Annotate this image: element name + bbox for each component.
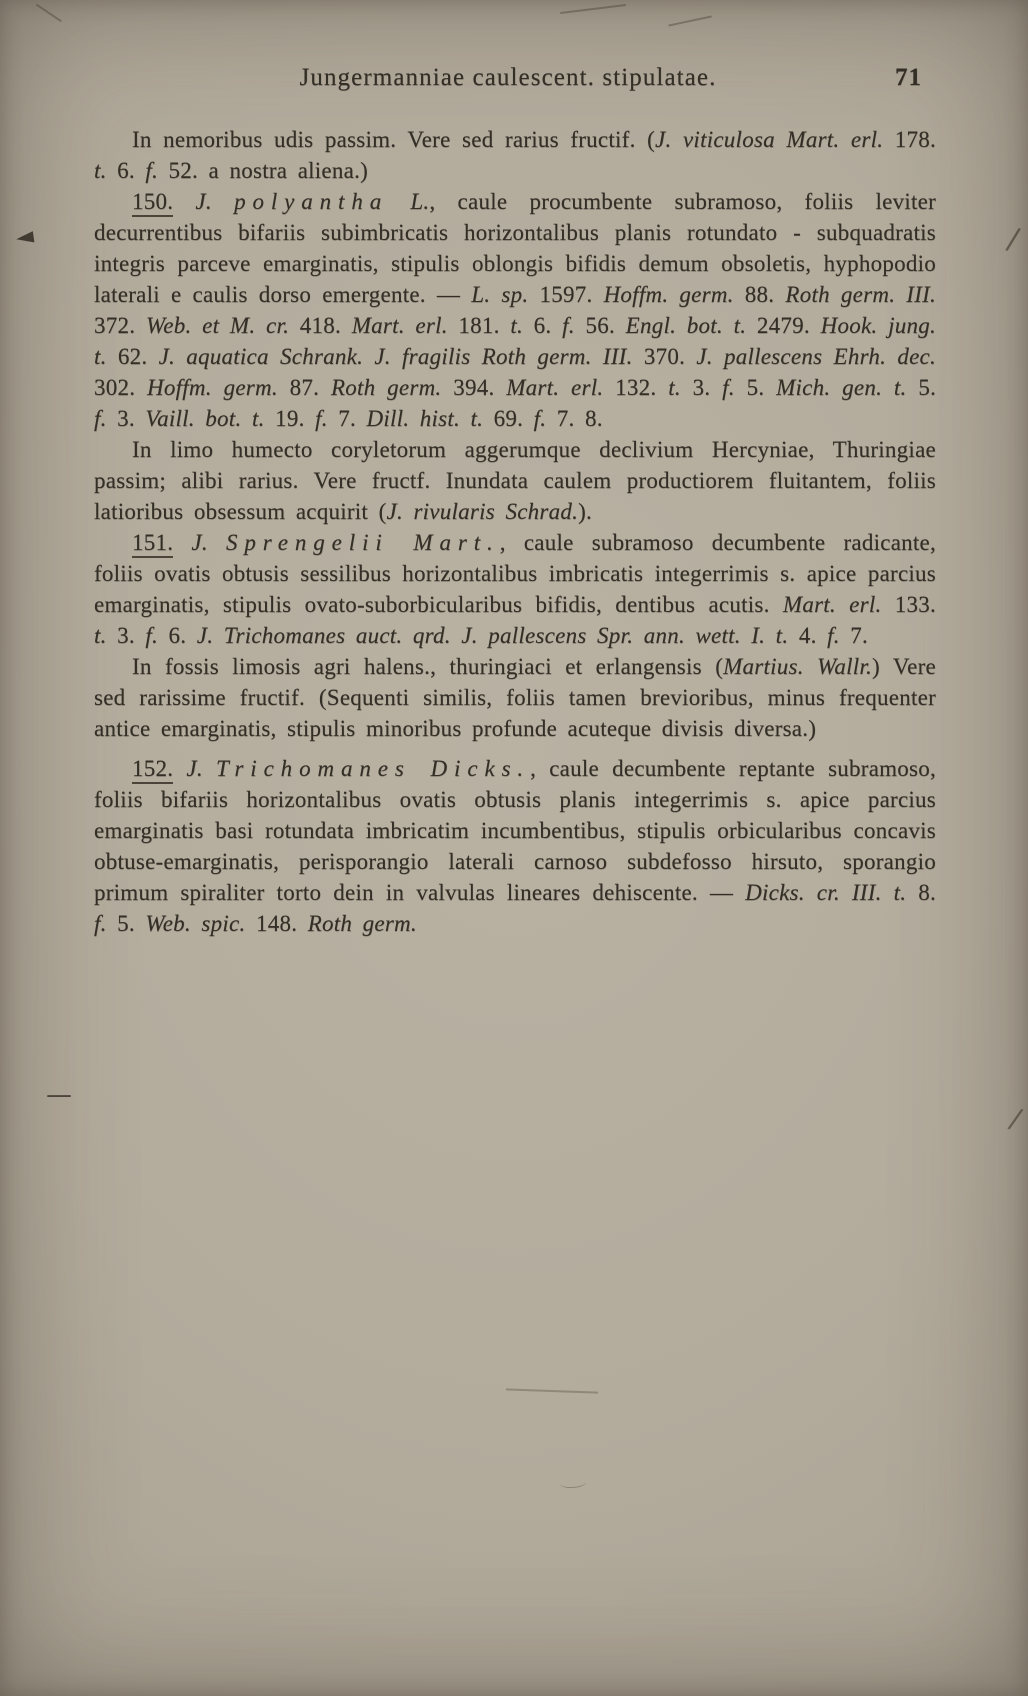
text-run: J. rivularis Schrad. [386, 499, 579, 524]
page-number: 71 [895, 64, 922, 91]
text-run: 5. [106, 911, 146, 936]
text-run: 3. [680, 375, 723, 400]
text-run: Mart. erl. [351, 313, 448, 338]
text-run: f. [722, 375, 735, 400]
text-run: J. pallescens Ehrh. dec. [696, 344, 936, 369]
species-name: polyantha [234, 189, 389, 214]
text-run: 8. [906, 880, 936, 905]
text-run: ) Vere sed rarissime fructif. (Sequenti similis, foliis tamen brevioribus, minus frequenter antice emarginatis, stipulis minoribus profunde acuteque divisis diversa.) [94, 654, 936, 741]
text-run: 69. [483, 406, 534, 431]
text-run: 5. [734, 375, 777, 400]
text-run: Roth germ. [307, 911, 417, 936]
text-run: f. [145, 623, 159, 648]
text-run: f. [315, 406, 328, 431]
text-run: 88. [733, 282, 786, 307]
entry-number-150: 150. [132, 189, 173, 217]
pencil-mark [560, 1477, 587, 1489]
text-run: t. [510, 313, 523, 338]
text-run: 4. [788, 623, 828, 648]
text-run: t. [94, 158, 107, 183]
text-run: 302. [94, 375, 148, 400]
entry-152 [94, 753, 936, 939]
text-run: , caule procumbente subramoso, foliis leviter decurrentibus bifariis subimbricatis horizontalibus planis rotundato - subquadratis integris parceve emarginatis, stipulis oblongis bifidis demum obsoletis, hyphopodio laterali e caulis dorso emergente. — [94, 189, 936, 307]
paragraph-intro [94, 124, 936, 186]
text-run: In limo humecto coryletorum aggerumque declivium Hercyniae, Thuringiae passim; alibi rarius. Vere fructf. Inundata caulem productiorem fluitantem, foliis latioribus obsessum acquirit ( [94, 437, 936, 524]
text-run: 7. [839, 623, 868, 648]
text-run: 62. [106, 344, 159, 369]
text-run: 2479. [746, 313, 821, 338]
text-run: L. [388, 189, 430, 214]
text-run: Hoffm. germ. [603, 282, 734, 307]
text-run: 7. 8. [546, 406, 603, 431]
text-run: 133. [881, 592, 937, 617]
text-run: f. [533, 406, 547, 431]
text-run: Dicks. cr. III. t. [745, 880, 907, 905]
text-run: 3. [106, 623, 146, 648]
text-run: , caule subramoso decumbente radicante, foliis ovatis obtusis sessilibus horizontalibus imbricatis integerrimis s. apice parcius emarginatis, stipulis ovato-suborbicularibus bifidis, dentibus acutis. [94, 530, 936, 617]
entry-number-151: 151. [132, 530, 173, 558]
text-run: f. [562, 313, 575, 338]
text-run: Hook. jung. t. [94, 313, 937, 369]
text-run: Roth germ. [330, 375, 442, 400]
text-run: 6. [158, 623, 197, 648]
pencil-mark [560, 4, 626, 14]
text-run: f. [827, 623, 840, 648]
text-run: 418. [289, 313, 352, 338]
page-title: Jungermanniae caulescent. stipulatae. [299, 64, 717, 91]
text-run: 7. [327, 406, 367, 431]
margin-slash-annotation-150: / [1003, 221, 1023, 258]
margin-arrow-annotation: ◄ [14, 222, 36, 252]
text-run: Roth germ. III. [785, 282, 937, 307]
text-run: Dill. hist. t. [366, 406, 484, 431]
text-run: Vaill. bot. t. [145, 406, 265, 431]
text-run: Mart. erl. [782, 592, 882, 617]
text-run: J. [191, 530, 226, 555]
text-run: ). [578, 499, 593, 524]
text-run [173, 189, 195, 214]
text-run: 181. [447, 313, 511, 338]
text-run: 394. [441, 375, 507, 400]
text-run: 178. [883, 127, 936, 152]
species-name: Trichomanes Dicks. [216, 756, 531, 781]
entry-number-152: 152. [132, 756, 173, 784]
pencil-mark [36, 4, 62, 22]
text-run: J. [195, 189, 235, 214]
text-run: , caule decumbente reptante subramoso, foliis bifariis horizontalibus ovatis obtusis planis integerrimis s. apice parcius emarginatis basi rotundata imbricatim incumbentibus, stipulis orbicularibus concavis obtuse-emarginatis, perisporangio laterali carnoso subdefosso hirsuto, sporangio primum spiraliter torto dein in valvulas lineares dehiscente. — [94, 756, 937, 905]
text-run: 52. a nostra aliena.) [158, 158, 369, 183]
text-run: 148. [245, 911, 308, 936]
text-run: Mart. erl. [506, 375, 604, 400]
paragraph-habitat-151 [94, 651, 936, 744]
running-header [94, 64, 936, 108]
text-run: Martius. Wallr. [723, 654, 873, 679]
text-run: f. [94, 406, 107, 431]
text-run: 19. [264, 406, 316, 431]
paragraph-habitat-150 [94, 434, 936, 527]
text-run: 132. [603, 375, 669, 400]
margin-slash-annotation-152: / [1005, 1101, 1025, 1136]
text-run: J. aquatica Schrank. J. fragilis Roth germ. III. [158, 344, 633, 369]
text-run: J. [186, 756, 217, 781]
text-run: t. [94, 623, 107, 648]
text-run: J. Trichomanes auct. qrd. J. pallescens Spr. ann. wett. I. t. [196, 623, 789, 648]
text-run: 6. [523, 313, 563, 338]
text-run: 372. [94, 313, 146, 338]
text-run: Web. spic. [145, 911, 246, 936]
text-run: In fossis limosis agri halens., thuringiaci et erlangensis ( [132, 654, 724, 679]
text-run: 6. [106, 158, 146, 183]
text-run: 370. [632, 344, 697, 369]
text-run: 5. [906, 375, 937, 400]
text-run: Mich. gen. t. [776, 375, 907, 400]
text-run [173, 530, 191, 555]
text-run [173, 756, 186, 781]
text-run: In nemoribus udis passim. Vere sed rarius fructif. ( [132, 127, 655, 152]
margin-dash-annotation-152: — [46, 1080, 72, 1110]
entry-151 [94, 527, 936, 651]
text-run: 3. [106, 406, 146, 431]
text-run: J. viticulosa Mart. erl. [655, 127, 884, 152]
text-run: Web. et M. cr. [145, 313, 290, 338]
text-run: 87. [277, 375, 331, 400]
entry-150 [94, 186, 936, 434]
text-run: L. sp. [471, 282, 529, 307]
text-run: f. [94, 911, 107, 936]
text-run: Engl. bot. t. [625, 313, 747, 338]
text-run: t. [668, 375, 681, 400]
pencil-mark [668, 15, 711, 26]
text-run: 1597. [528, 282, 604, 307]
text-run: Hoffm. germ. [147, 375, 278, 400]
pencil-mark [506, 1388, 598, 1393]
text-run: 56. [574, 313, 626, 338]
text-block [94, 124, 936, 939]
species-name: Sprengelii Mart. [225, 530, 500, 555]
page-content [94, 64, 936, 939]
text-run: f. [145, 158, 159, 183]
